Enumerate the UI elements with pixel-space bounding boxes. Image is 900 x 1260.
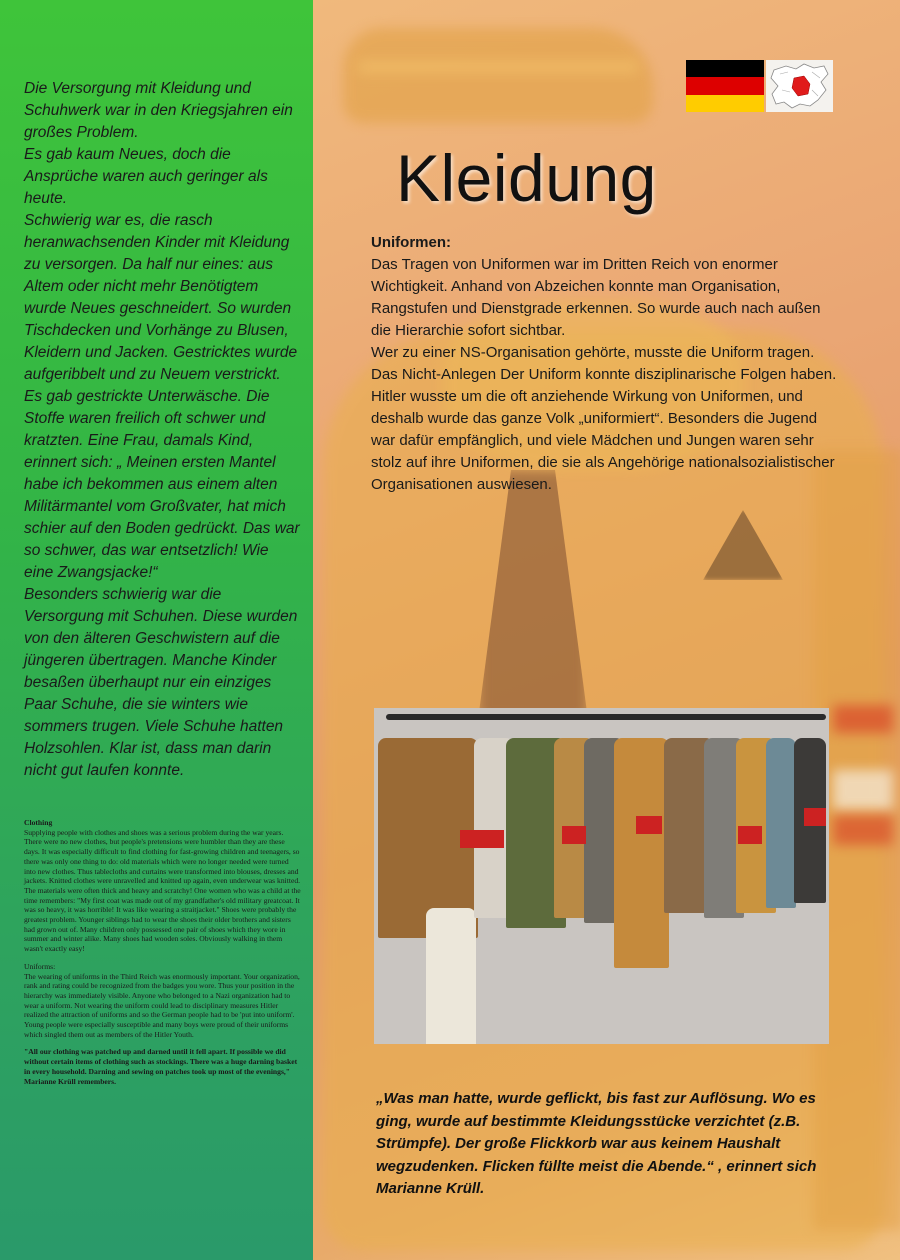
clothing-heading: Clothing	[24, 818, 53, 827]
jacket	[614, 738, 669, 968]
uniforms-heading: Uniformen:	[371, 234, 451, 251]
clothing-text: Supplying people with clothes and shoes was a serious problem during the war years. There were no new clothes, but people's pretensions were humbler than they are these days. It was especially difficult to find clothing for fast-growing children and teenagers, so there was only one thing to do: old materials which were no longer needed were turned into new clothes. Thus tablecloths and curtains were transformed into blouses, dresses and jackets. Knitted clothes were unravelled and knitted up again, even underwear was knitted. The materials were often thick and heavy and scratchy! One women who was a child at the time remembers: "My first coat was made out of my grandfather's old military greatcoat. It was so heavy, it was horrible! It was like wearing a straitjacket." Shoes were probably the greatest problem. Younger siblings had to wear the shoes their older brothers and sisters had grown out of. Many children only possessed one pair of shoes which they wore in summer and winter alike. Many shoes had wooden soles. Obviously walking in them wasn't exactly easy!	[24, 827, 301, 954]
page-title: Kleidung	[396, 141, 657, 215]
uniforms-paragraph: Hitler wusste um die oft anziehende Wirkung von Uniformen, und deshalb wurde das ganze Volk „uniformiert“. Besonders die Jugend war dafür empfänglich, und viele Mädchen und Jungen waren sehr stolz auf ihre Uniformen, die sie als Angehörige nationalsozialistischer Organisationen auswiesen.	[371, 388, 835, 493]
armband	[804, 808, 826, 826]
intro-paragraph: Besonders schwierig war die Versorgung mit Schuhen. Diese wurden von den älteren Geschwistern auf die jüngeren übertragen. Manche Kinder besaßen überhaupt nur ein einziges Paar Schuhe, die sie winters wie sommers trugen. Viele Schuhe hatten Holzsohlen. Klar ist, dass man darin nicht gut laufen konnte.	[24, 586, 298, 779]
quote-text: „Was man hatte, wurde geflickt, bis fast zur Auflösung. Wo es ging, wurde auf bestimmte Kleidungsstücke verzichtet (z.B. Strümpfe). Der große Flickkorb war aus keinem Haushalt wegzudenken. Flicken füllte meist die Abende.“ , erinnert sich Marianne Krüll.	[376, 1090, 817, 1197]
german-intro-text	[24, 78, 302, 782]
intro-paragraph: Es gab kaum Neues, doch die Ansprüche waren auch geringer als heute.	[24, 146, 268, 207]
jacket	[766, 738, 796, 908]
trousers	[426, 908, 476, 1044]
uniforms-paragraph: Wer zu einer NS-Organisation gehörte, musste die Uniform tragen. Das Nicht-Anlegen Der Uniform konnte disziplinarische Folgen haben.	[371, 344, 837, 383]
armband	[460, 830, 504, 848]
intro-paragraph: Schwierig war es, die rasch heranwachsenden Kinder mit Kleidung zu versorgen. Da half nur eines: aus Altem oder nicht mehr Benötigtem wurde Neues geschneidert. So wurden Tischdecken und Vorhänge zu Blusen, Kleidern und Jacken. Gestricktes wurde aufgeribbelt und zu Neuem verstrickt. Es gab gestrickte Unterwäsche. Die Stoffe waren freilich oft schwer und kratzten. Eine Frau, damals Kind, erinnert sich: „ Meinen ersten Mantel habe ich bekommen aus einem alten Militärmantel vom Großvater, hat mich schier auf den Boden gedrückt. Das war so schwer, das war entsetzlich! Wie eine Zwangsjacke!“	[24, 212, 300, 581]
uniforms-en-heading: Uniforms:	[24, 961, 56, 971]
clothes-rail	[386, 714, 826, 720]
armband-red-top	[833, 705, 893, 733]
uniforms-en-text: The wearing of uniforms in the Third Reich was enormously important. Your organization, rank and rating could be recognized from the badges you wore. Thus your position in the hierarchy was immediately visible. Anyone who belonged to a Nazi organization had to wear a uniform. Not wearing the uniform could lead to disciplinary measures Hitler realized the attraction of uniforms and so the German people had to be 'put into uniform'. Young people were especially susceptible and many boys were proud of their uniforms which singled them out as members of the Hitler Youth.	[24, 971, 300, 1039]
armband	[738, 826, 762, 844]
english-quote: "All our clothing was patched up and darned until it fell apart. If possible we did without certain items of clothing such as stockings. There was a huge darning basket in every household. Darning and sewing on patches took up most of the evenings," Marianne Krüll remembers.	[24, 1047, 298, 1086]
uniforms-paragraph: Das Tragen von Uniformen war im Dritten Reich von enormer Wichtigkeit. Anhand von Abzeichen konnte man Organisation, Rangstufen und Dienstgrade erkennen. So wurde auch nach außen die Hierarchie sofort sichtbar.	[371, 256, 821, 339]
uniforms-photo	[374, 708, 829, 1044]
armband-red-bottom	[833, 815, 893, 845]
german-flag-icon	[686, 60, 764, 112]
intro-paragraph: Die Versorgung mit Kleidung und Schuhwerk war in den Kriegsjahren ein großes Problem.	[24, 80, 293, 141]
english-translation	[24, 818, 302, 1094]
cap-brim-shape	[358, 60, 638, 74]
armband-white	[833, 770, 893, 810]
uniforms-section	[371, 232, 841, 496]
armband	[562, 826, 586, 844]
left-sidebar	[0, 0, 313, 1260]
armband	[636, 816, 662, 834]
europe-map-icon	[766, 60, 833, 112]
cap-shape	[343, 28, 653, 123]
